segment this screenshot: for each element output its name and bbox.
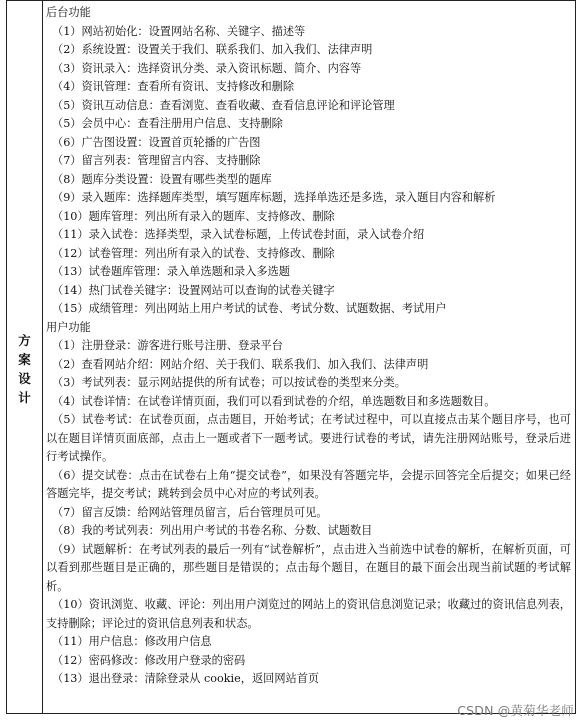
user-feature-item: （12）密码修改：修改用户登录的密码	[52, 653, 246, 667]
user-feature-item: （1）注册登录：游客进行账号注册、登录平台	[52, 339, 283, 352]
user-feature-item: （8）我的考试列表：列出用户考试的书卷名称、分数、试题数目	[52, 524, 373, 537]
user-feature-item: （4）试卷详情：在试卷详情页面，我们可以看到试卷的介绍，单选题数目和多选题数目。	[52, 394, 496, 408]
admin-feature-item: （15）成绩管理：列出网站上用户考试的试卷、考试分数、试题数据、考试用户	[52, 302, 447, 315]
admin-feature-item: （11）录入试卷：选择类型，录入试卷标题，上传试卷封面，录入试卷介绍	[52, 228, 425, 241]
user-feature-item: （2）查看网站介绍：网站介绍、关于我们、联系我们、加入我们、法律声明	[52, 357, 429, 371]
admin-feature-item: （3）资讯录入：选择资讯分类、录入资讯标题、简介、内容等	[52, 61, 362, 75]
user-feature-item: （10）资讯浏览、收藏、评论：列出用户浏览过的网站上的资讯信息浏览记录；收藏过的资讯信息列表，支持删除；评论过的资讯信息列表和状态。	[46, 598, 571, 630]
admin-feature-item: （6）广告图设置：设置首页轮播的广告图	[52, 135, 261, 149]
design-label: 方案设计	[18, 333, 31, 405]
user-feature-item: （3）考试列表：显示网站提供的所有试卷；可以按试卷的类型来分类。	[52, 376, 406, 389]
admin-feature-item: （14）热门试卷关键字：设置网站可以查询的试卷关键字	[52, 283, 335, 297]
admin-feature-item: （13）试卷题库管理：录入单选题和录入多选题	[52, 265, 290, 278]
content-cell	[43, 1, 575, 713]
admin-feature-item: （4）资讯管理：查看所有资讯、支持修改和删除	[52, 80, 295, 93]
admin-feature-item: （5）资讯互动信息：查看浏览、查看收藏、查看信息评论和评论管理	[52, 98, 395, 112]
admin-feature-item: （12）试卷管理：列出所有录入的试卷、支持修改、删除	[52, 246, 335, 260]
csdn-watermark: CSDN @黄菊华老师	[457, 703, 574, 718]
admin-feature-item: （9）录入题库：选择题库类型，填写题库标题，选择单选还是多选，录入题目内容和解析	[52, 191, 496, 204]
admin-feature-list	[46, 23, 571, 319]
user-feature-item: （7）留言反馈：给网站管理员留言，后台管理员可见。	[52, 505, 328, 519]
user-feature-item: （6）提交试卷：点击在试卷右上角“提交试卷”，如果没有答题完毕，会提示回答完全后提交；如果已经答题完毕，提交考试；跳转到会员中心对应的考试列表。	[46, 468, 571, 500]
design-label-cell	[7, 1, 43, 713]
user-feature-list	[46, 337, 571, 689]
admin-feature-item: （8）题库分类设置：设置有哪些类型的题库	[52, 172, 272, 186]
user-feature-item: （11）用户信息：修改用户信息	[52, 635, 212, 648]
user-feature-item: （5）试卷考试：在试卷页面，点击题目，开始考试；在考试过程中，可以直接点击某个题目序号，也可以在题目详情页面底部，点击上一题或者下一题考试。要进行试卷的考试，请先注册网站账号，登录后进行考试操作。	[46, 413, 571, 463]
admin-feature-item: （5）会员中心：查看注册用户信息、支持删除	[52, 117, 283, 130]
user-feature-item: （9）试题解析：在考试列表的最后一列有“试卷解析”，点击进入当前选中试卷的解析，在解析页面，可以看到那些题目是正确的，那些题目是错误的；点击每个题目，在题目的最下面会出现当前试题的考试解析。	[46, 542, 571, 593]
user-feature-item: （13）退出登录：清除登录从 cookie，返回网站首页	[52, 672, 320, 685]
user-section-title: 用户功能	[46, 320, 91, 334]
admin-feature-item: （10）题库管理：列出所有录入的题库、支持修改、删除	[52, 209, 335, 223]
admin-section-title: 后台功能	[46, 6, 91, 19]
design-table	[6, 0, 576, 714]
admin-feature-item: （2）系统设置：设置关于我们、联系我们、加入我们、法律声明	[52, 43, 373, 56]
admin-feature-item: （7）留言列表：管理留言内容、支持删除	[52, 154, 261, 167]
admin-feature-item: （1）网站初始化：设置网站名称、关键字、描述等	[52, 24, 306, 38]
